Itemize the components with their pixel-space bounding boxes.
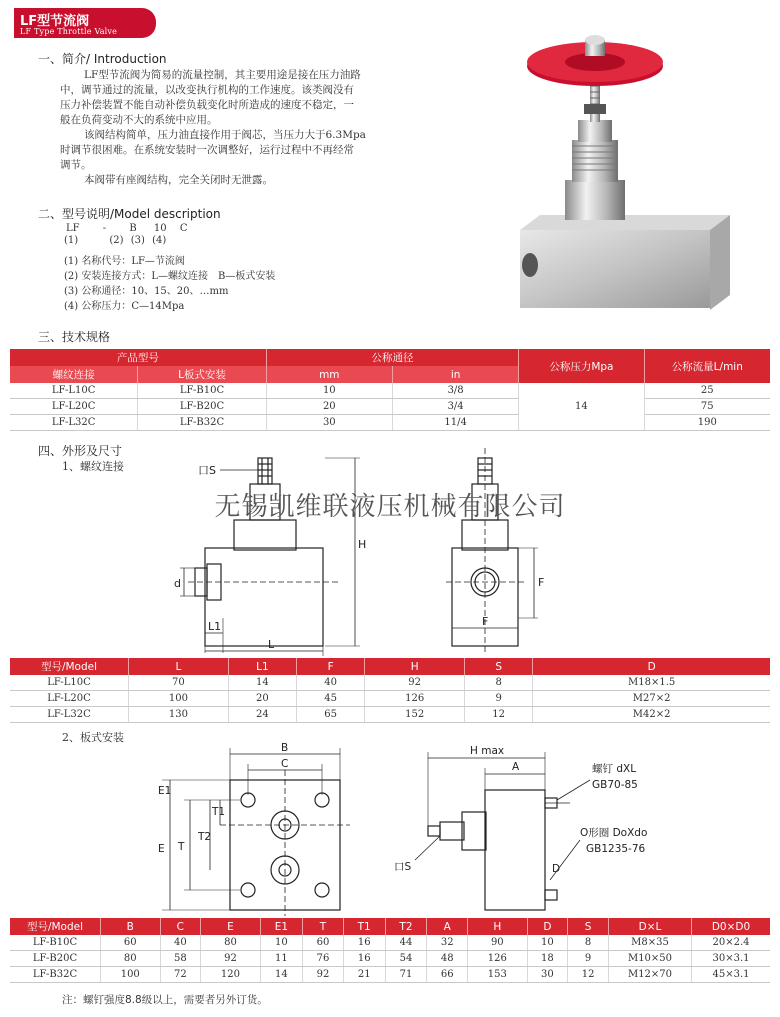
label-gb2: GB1235-76	[586, 843, 646, 855]
spec-mm: 20	[266, 399, 392, 415]
spec-pressure: 14	[519, 383, 644, 431]
plate-mount-drawing	[140, 740, 660, 916]
label-s: 口S	[198, 464, 216, 477]
table2-header: S	[568, 918, 609, 935]
table2-cell: 92	[303, 967, 344, 983]
table2-cell: 10	[527, 935, 568, 951]
table2-header: D0×D0	[692, 918, 771, 935]
table2-header: C	[160, 918, 201, 935]
model-index-row	[64, 234, 166, 248]
label-h: H	[358, 538, 367, 551]
dims-sub2: 2、板式安装	[62, 731, 124, 744]
table2-cell: 11	[260, 951, 302, 967]
spec-plate: LF-B20C	[138, 399, 266, 415]
thread-dims-table	[10, 658, 770, 723]
label-s2: 口S	[394, 861, 412, 873]
table1-cell: LF-L32C	[10, 707, 129, 723]
label-t: T	[178, 841, 185, 853]
table2-cell: 80	[101, 951, 161, 967]
table2-cell: 153	[468, 967, 528, 983]
table1-header: D	[533, 658, 770, 675]
intro-text	[60, 68, 460, 188]
watermark: 无锡凯维联液压机械有限公司	[214, 492, 566, 522]
specs-header-mm: mm	[266, 366, 392, 383]
label-t2: T2	[198, 831, 212, 843]
label-t1: T1	[212, 806, 226, 818]
specs-header-in: in	[392, 366, 518, 383]
table2-cell: 9	[568, 951, 609, 967]
model-item: (1) 名称代号：LF—节流阀	[64, 256, 185, 267]
table1-header: S	[465, 658, 533, 675]
specs-heading: 三、技术规格	[38, 330, 111, 344]
spec-mm: 30	[266, 415, 392, 431]
spec-in: 11/4	[392, 415, 518, 431]
table2-cell: 21	[343, 967, 385, 983]
table2-cell: M10×50	[609, 951, 692, 967]
model-index: (4)	[152, 235, 167, 246]
table1-cell: 100	[129, 691, 229, 707]
table2-header: D×L	[609, 918, 692, 935]
table2-cell: 92	[201, 951, 261, 967]
table-row	[10, 691, 770, 707]
label-a: A	[512, 761, 520, 773]
table-row	[10, 951, 770, 967]
table2-cell: 54	[385, 951, 427, 967]
label-f-horizontal: F	[482, 615, 489, 628]
footnote: 注：螺钉强度8.8级以上，需要者另外订货。	[62, 994, 268, 1006]
table1-cell: 92	[365, 675, 465, 691]
dims-heading: 四、外形及尺寸	[38, 444, 123, 458]
table2-cell: 20×2.4	[692, 935, 771, 951]
spec-thread: LF-L32C	[10, 415, 138, 431]
table2-cell: 60	[101, 935, 161, 951]
specs-header-bore: 公称通径	[266, 349, 519, 366]
table2-cell: 126	[468, 951, 528, 967]
table-row	[10, 967, 770, 983]
table1-cell: 20	[228, 691, 296, 707]
table2-cell: 32	[427, 935, 468, 951]
table2-cell: LF-B10C	[10, 935, 101, 951]
header-title-cn: LF型节流阀	[20, 14, 90, 29]
table2-cell: 18	[527, 951, 568, 967]
table2-cell: 60	[303, 935, 344, 951]
label-d2: D	[552, 863, 561, 875]
spec-flow: 190	[644, 415, 770, 431]
specs-header-thread: 螺纹连接	[10, 366, 138, 383]
label-e1: E1	[158, 785, 172, 797]
table1-cell: M27×2	[533, 691, 770, 707]
specs-header-plate: L板式安装	[138, 366, 266, 383]
table-row	[10, 675, 770, 691]
label-b: B	[281, 742, 289, 754]
intro-line: 时调节很困难。在系统安装时一次调整好，运行过程中不再经常	[60, 144, 354, 156]
table1-header: L	[129, 658, 229, 675]
intro-heading: 一、简介/ Introduction	[38, 52, 167, 66]
table2-header: T	[303, 918, 344, 935]
intro-line: 本阀带有座阀结构，完全关闭时无泄露。	[84, 174, 273, 186]
table1-cell: LF-L10C	[10, 675, 129, 691]
table2-cell: 16	[343, 935, 385, 951]
plate-dims-table	[10, 918, 770, 983]
table2-cell: 30	[527, 967, 568, 983]
table2-cell: 40	[160, 935, 201, 951]
table2-header: E	[201, 918, 261, 935]
header-tag	[14, 8, 156, 38]
table2-header: D	[527, 918, 568, 935]
specs-header-model: 产品型号	[10, 349, 266, 366]
specs-header-pressure: 公称压力Mpa	[519, 349, 644, 383]
label-screw: 螺钉 dXL	[592, 763, 637, 775]
model-index: (1)	[64, 235, 79, 246]
table2-cell: 72	[160, 967, 201, 983]
table2-header: E1	[260, 918, 302, 935]
thread-connection-drawing	[150, 448, 570, 658]
spec-flow: 75	[644, 399, 770, 415]
model-item: (2) 安装连接方式：L—螺纹连接 B—板式安装	[64, 271, 276, 282]
table-row	[10, 399, 770, 415]
valve-product-image	[480, 20, 770, 310]
table1-cell: 152	[365, 707, 465, 723]
table2-cell: 48	[427, 951, 468, 967]
spec-thread: LF-L10C	[10, 383, 138, 399]
header-title-en: LF Type Throttle Valve	[20, 27, 118, 36]
table2-header: H	[468, 918, 528, 935]
model-code: C	[179, 223, 188, 234]
spec-plate: LF-B32C	[138, 415, 266, 431]
model-code: LF	[66, 223, 80, 234]
intro-line: 该阀结构简单，压力油直接作用于阀芯，当压力大于6.3Mpa	[84, 129, 366, 141]
table1-cell: 14	[228, 675, 296, 691]
intro-line: 调节。	[60, 159, 92, 171]
table2-cell: 100	[101, 967, 161, 983]
table2-cell: 8	[568, 935, 609, 951]
table2-cell: 45×3.1	[692, 967, 771, 983]
table2-header: A	[427, 918, 468, 935]
table1-header: F	[297, 658, 365, 675]
table-row	[10, 383, 770, 399]
model-heading: 二、型号说明/Model description	[38, 207, 221, 221]
table-row	[10, 935, 770, 951]
label-l: L	[268, 638, 275, 651]
table2-header: T2	[385, 918, 427, 935]
table1-header: L1	[228, 658, 296, 675]
model-code: B	[129, 223, 137, 234]
table2-cell: 66	[427, 967, 468, 983]
model-items	[64, 254, 275, 314]
table2-cell: 90	[468, 935, 528, 951]
model-code: 10	[153, 223, 167, 234]
label-f-vertical: F	[538, 576, 545, 589]
label-l1: L1	[208, 620, 222, 633]
table2-cell: 44	[385, 935, 427, 951]
table2-cell: 30×3.1	[692, 951, 771, 967]
table1-cell: M42×2	[533, 707, 770, 723]
label-oring: O形圈 DoXdo	[580, 827, 648, 839]
table2-cell: 80	[201, 935, 261, 951]
model-index: (3)	[130, 235, 145, 246]
table2-cell: 120	[201, 967, 261, 983]
model-item: (4) 公称压力：C—14Mpa	[64, 301, 185, 312]
table2-cell: 10	[260, 935, 302, 951]
table1-cell: 65	[297, 707, 365, 723]
dims-sub1: 1、螺纹连接	[62, 460, 124, 473]
label-gb1: GB70-85	[592, 779, 638, 791]
specs-header-flow: 公称流量L/min	[644, 349, 770, 383]
table-row	[10, 415, 770, 431]
model-code: -	[102, 223, 107, 234]
intro-line: LF型节流阀为简易的流量控制，其主要用途是接在压力油路	[84, 69, 361, 81]
table2-header: 型号/Model	[10, 918, 101, 935]
table1-cell: 70	[129, 675, 229, 691]
table2-cell: 14	[260, 967, 302, 983]
table1-cell: 130	[129, 707, 229, 723]
intro-line: 中，调节通过的流量，以改变执行机构的工作速度。该类阀没有	[60, 84, 354, 96]
table2-cell: LF-B20C	[10, 951, 101, 967]
label-e: E	[158, 843, 165, 855]
intro-line: 压力补偿装置不能自动补偿负载变化时所造成的速度不稳定，一	[60, 99, 354, 111]
table1-header: H	[365, 658, 465, 675]
model-index: (2)	[109, 235, 124, 246]
table2-cell: 12	[568, 967, 609, 983]
table1-cell: LF-L20C	[10, 691, 129, 707]
table1-cell: 12	[465, 707, 533, 723]
table2-header: T1	[343, 918, 385, 935]
table1-cell: 8	[465, 675, 533, 691]
spec-mm: 10	[266, 383, 392, 399]
model-item: (3) 公称通径：10、15、20、…mm	[64, 286, 229, 297]
spec-thread: LF-L20C	[10, 399, 138, 415]
table2-cell: 16	[343, 951, 385, 967]
label-hmax: H max	[470, 745, 505, 757]
intro-line: 般在负荷变动不大的系统中应用。	[60, 114, 218, 126]
table1-cell: 126	[365, 691, 465, 707]
spec-in: 3/4	[392, 399, 518, 415]
table2-cell: LF-B32C	[10, 967, 101, 983]
specs-table	[10, 349, 770, 431]
spec-in: 3/8	[392, 383, 518, 399]
table2-cell: 58	[160, 951, 201, 967]
table1-cell: 24	[228, 707, 296, 723]
table2-cell: M8×35	[609, 935, 692, 951]
table1-header: 型号/Model	[10, 658, 129, 675]
label-d: d	[174, 577, 181, 590]
spec-plate: LF-B10C	[138, 383, 266, 399]
table1-cell: 40	[297, 675, 365, 691]
label-c: C	[281, 758, 289, 770]
table2-cell: 76	[303, 951, 344, 967]
table1-cell: M18×1.5	[533, 675, 770, 691]
table2-cell: M12×70	[609, 967, 692, 983]
table2-header: B	[101, 918, 161, 935]
table1-cell: 45	[297, 691, 365, 707]
table2-cell: 71	[385, 967, 427, 983]
table1-cell: 9	[465, 691, 533, 707]
table-row	[10, 707, 770, 723]
spec-flow: 25	[644, 383, 770, 399]
